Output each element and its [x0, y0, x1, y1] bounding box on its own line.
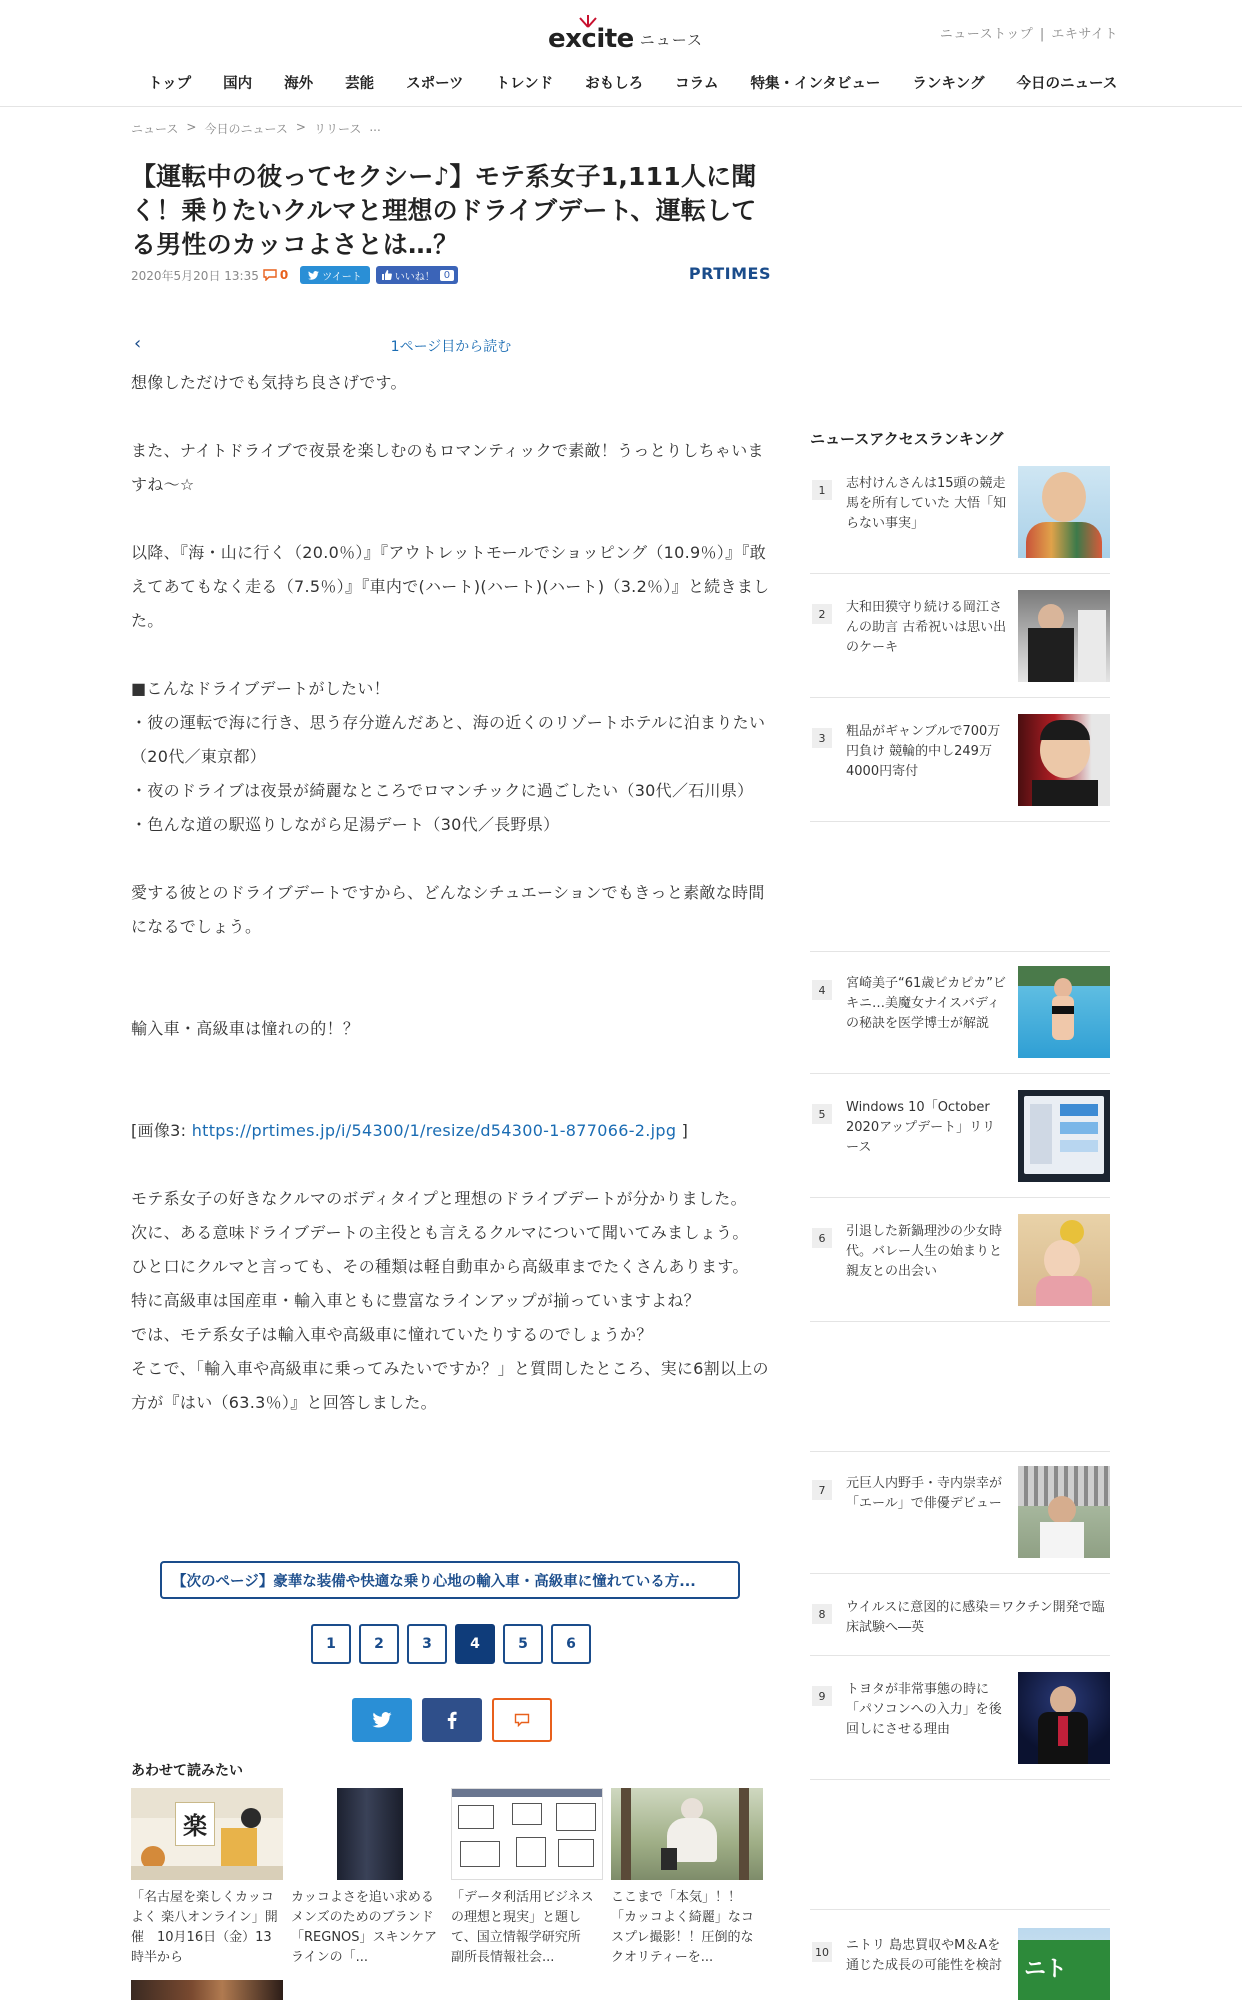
- related-title: カッコよさを追い求めるメンズのためのブランド「REGNOS」スキンケアラインの「...: [291, 1890, 438, 1965]
- facebook-icon: [447, 1711, 457, 1729]
- next-page-button[interactable]: 【次のページ】豪華な装備や快適な乗り心地の輸入車・高級車に憧れている方...: [160, 1561, 740, 1599]
- prev-page-nav: [131, 333, 771, 355]
- twitter-bird-icon: [308, 271, 319, 280]
- comment-count-link[interactable]: 0: [263, 268, 288, 282]
- rank-thumbnail: [1018, 1090, 1110, 1182]
- share-facebook-button[interactable]: [422, 1698, 482, 1742]
- paragraph: ひと口にクルマと言っても、その種類は軽自動車から高級車までたくさんあります。: [131, 1257, 749, 1276]
- nav-overseas[interactable]: 海外: [284, 76, 314, 92]
- nav-domestic[interactable]: 国内: [223, 76, 253, 92]
- page-5-button[interactable]: 5: [503, 1624, 543, 1664]
- nav-top[interactable]: トップ: [148, 76, 192, 92]
- ad-space: [810, 838, 1110, 952]
- ranking-title: ニュースアクセスランキング: [810, 430, 1004, 448]
- rank-number: 9: [812, 1686, 832, 1706]
- nav-feature[interactable]: 特集・インタビュー: [750, 76, 881, 92]
- rank-thumbnail: [1018, 1466, 1110, 1558]
- paragraph: では、モテ系女子は輸入車や高級車に憧れていたりするのでしょうか？: [131, 1325, 653, 1344]
- rank-number: 4: [812, 980, 832, 1000]
- ranking-item[interactable]: [810, 466, 1110, 574]
- read-from-first-page-link[interactable]: 1ページ目から読む: [390, 339, 512, 355]
- page-6-button[interactable]: 6: [551, 1624, 591, 1664]
- rank-number: 7: [812, 1480, 832, 1500]
- paragraph: 以降、『海・山に行く（20.0％）』『アウトレットモールでショッピング（10.9％）』『敢えてあてもなく走る（7.5％）』『車内で(ハート)(ハート)(ハート)（3.2％）』と続きました。: [131, 543, 770, 630]
- thumbs-up-icon: [382, 270, 392, 280]
- related-card[interactable]: [291, 1788, 443, 1968]
- excite-link[interactable]: エキサイト: [1051, 27, 1118, 42]
- related-thumbnail[interactable]: [131, 1980, 283, 2000]
- rank-number: 6: [812, 1228, 832, 1248]
- ranking-item[interactable]: [810, 1214, 1110, 1322]
- related-card[interactable]: [611, 1788, 763, 1968]
- ranking-item[interactable]: [810, 1928, 1110, 2000]
- rank-thumbnail: [1018, 1214, 1110, 1306]
- breadcrumb-current: ...: [369, 120, 381, 134]
- nav-column[interactable]: コラム: [675, 76, 719, 92]
- page-2-button[interactable]: 2: [359, 1624, 399, 1664]
- related-section-title: あわせて読みたい: [131, 1763, 243, 1779]
- rank-number: 2: [812, 604, 832, 624]
- breadcrumb-today[interactable]: 今日のニュース: [204, 122, 288, 136]
- rank-headline: ニトリ 島忠買収やM＆Aを通じた成長の可能性を検討: [846, 1938, 1003, 1973]
- paragraph: ・彼の運転で海に行き、思う存分遊んだあと、海の近くのリゾートホテルに泊まりたい（20代／東京都）: [131, 713, 766, 766]
- rank-thumbnail: [1018, 966, 1110, 1058]
- ranking-item[interactable]: [810, 1590, 1110, 1656]
- article-date: 2020年5月20日 13:35: [131, 268, 259, 283]
- rank-thumbnail: [1018, 590, 1110, 682]
- rank-headline: ウイルスに意図的に感染＝ワクチン開発で臨床試験へ―英: [846, 1600, 1105, 1635]
- related-thumbnail: [291, 1788, 443, 1880]
- rank-headline: 大和田獏守り続ける岡江さんの助言 古希祝いは思い出のケーキ: [846, 600, 1007, 655]
- article-body: [131, 366, 771, 1420]
- facebook-like-button[interactable]: いいね！ 0: [376, 266, 458, 284]
- pagination: [311, 1624, 599, 1664]
- rank-headline: 元巨人内野手・寺内崇幸が「エール」で俳優デビュー: [846, 1476, 1003, 1511]
- logo-rays-icon: [576, 14, 600, 28]
- article-title: 【運転中の彼ってセクシー♪】モテ系女子1,111人に聞く！乗りたいクルマと理想のドライブデート、運転してる男性のカッコよさとは…？: [131, 162, 757, 259]
- news-top-link[interactable]: ニューストップ: [939, 27, 1034, 42]
- share-buttons: [352, 1698, 562, 1742]
- logo-subtitle: ニュース: [639, 31, 704, 49]
- ranking-item[interactable]: [810, 590, 1110, 698]
- related-card[interactable]: [451, 1788, 603, 1968]
- site-header: [0, 0, 1242, 107]
- rank-headline: Windows 10「October 2020アップデート」リリース: [846, 1100, 996, 1155]
- prtimes-logo[interactable]: PRTIMES: [688, 264, 771, 283]
- section-heading: 輸入車・高級車は憧れの的！？: [131, 1019, 360, 1038]
- rank-headline: 宮崎美子“61歳ピカピカ”ビキニ…美魔女ナイスバディの秘訣を医学博士が解説: [846, 976, 1007, 1031]
- chevron-left-icon[interactable]: ‹: [134, 333, 142, 354]
- paragraph: 次に、ある意味ドライブデートの主役とも言えるクルマについて聞いてみましょう。: [131, 1223, 749, 1242]
- ad-space: [810, 1338, 1110, 1452]
- comment-icon: [263, 269, 277, 281]
- breadcrumb: [131, 120, 389, 137]
- paragraph: 特に高級車は国産車・輸入車ともに豊富なラインアップが揃っていますよね？: [131, 1291, 700, 1310]
- ranking-item[interactable]: [810, 1090, 1110, 1198]
- rank-thumbnail: ニト: [1018, 1928, 1110, 2000]
- like-count: 0: [440, 270, 454, 281]
- rank-number: 1: [812, 480, 832, 500]
- paragraph: 愛する彼とのドライブデートですから、どんなシチュエーションでもきっと素敵な時間になるでしょう。: [131, 883, 765, 936]
- share-twitter-button[interactable]: [352, 1698, 412, 1742]
- tweet-button[interactable]: ツイート: [300, 266, 370, 284]
- paragraph: モテ系女子の好きなクルマのボディタイプと理想のドライブデートが分かりました。: [131, 1189, 747, 1208]
- breadcrumb-sep: >: [186, 120, 197, 134]
- ranking-item[interactable]: [810, 966, 1110, 1074]
- nav-today[interactable]: 今日のニュース: [1016, 76, 1118, 92]
- ranking-item[interactable]: [810, 1672, 1110, 1780]
- ad-space: [810, 1796, 1110, 1910]
- nav-funny[interactable]: おもしろ: [585, 76, 644, 92]
- global-nav: [130, 72, 1133, 93]
- image-link[interactable]: https://prtimes.jp/i/54300/1/resize/d54300-1-877066-2.jpg: [191, 1121, 677, 1140]
- rank-number: 8: [812, 1604, 832, 1624]
- paragraph: ■こんなドライブデートがしたい！: [131, 679, 390, 698]
- ranking-item[interactable]: [810, 714, 1110, 822]
- related-title: ここまで「本気」！！「カッコよく綺麗」なコスプレ撮影！！圧倒的なクオリティーを...: [611, 1890, 754, 1965]
- rank-headline: 志村けんさんは15頭の競走馬を所有していた 大悟「知らない事実」: [846, 476, 1007, 531]
- related-thumbnail: 楽: [131, 1788, 283, 1880]
- nav-entertainment[interactable]: 芸能: [345, 76, 375, 92]
- nav-trend[interactable]: トレンド: [495, 76, 554, 92]
- paragraph: ・色んな道の駅巡りしながら足湯デート（30代／長野県）: [131, 815, 560, 834]
- related-card[interactable]: [131, 1788, 283, 1968]
- related-thumbnail: [611, 1788, 763, 1880]
- image-placeholder: [画像3: https://prtimes.jp/i/54300/1/resize/d54300-1-877066-2.jpg ]: [131, 1121, 689, 1140]
- page-4-button[interactable]: 4: [455, 1624, 495, 1664]
- nav-ranking[interactable]: ランキング: [912, 76, 985, 92]
- related-thumbnail: [451, 1788, 603, 1880]
- paragraph: 想像しただけでも気持ち良さげです。: [131, 373, 407, 392]
- breadcrumb-release[interactable]: リリース: [313, 122, 362, 136]
- rank-number: 10: [812, 1942, 832, 1962]
- rank-number: 5: [812, 1104, 832, 1124]
- top-links: [940, 23, 1118, 42]
- rank-thumbnail: [1018, 466, 1110, 558]
- paragraph: そこで、「輸入車や高級車に乗ってみたいですか？」と質問したところ、実に6割以上の方が『はい（63.3％）』と回答しました。: [131, 1359, 769, 1412]
- related-title: 「データ利活用ビジネスの理想と現実」と題して、国立情報学研究所 副所長情報社会...: [451, 1890, 594, 1965]
- page-1-button[interactable]: 1: [311, 1624, 351, 1664]
- breadcrumb-news[interactable]: ニュース: [131, 122, 179, 136]
- paragraph: ・夜のドライブは夜景が綺麗なところでロマンチックに過ごしたい（30代／石川県）: [131, 781, 754, 800]
- article-header: [131, 160, 771, 262]
- rank-headline: 粗品がギャンブルで700万円負け 競輪的中し249万4000円寄付: [846, 724, 1001, 779]
- rank-thumbnail: [1018, 714, 1110, 806]
- twitter-bird-icon: [372, 1712, 392, 1728]
- rank-headline: 引退した新鍋理沙の少女時代。バレー人生の始まりと親友との出会い: [846, 1224, 1003, 1279]
- rank-headline: トヨタが非常事態の時に「パソコンへの入力」を後回しにさせる理由: [846, 1682, 1002, 1737]
- rank-thumbnail: [1018, 1672, 1110, 1764]
- article-meta: [131, 266, 771, 284]
- excite-logo[interactable]: [548, 14, 703, 54]
- comment-icon: [514, 1713, 530, 1727]
- nav-sports[interactable]: スポーツ: [406, 76, 464, 92]
- logo-wordmark: excite: [548, 24, 634, 54]
- share-comment-button[interactable]: [492, 1698, 552, 1742]
- ranking-item[interactable]: [810, 1466, 1110, 1574]
- rank-number: 3: [812, 728, 832, 748]
- related-title: 「名古屋を楽しくカッコよく 楽八オンライン」開催 10月16日（金）13時半から: [131, 1890, 278, 1965]
- paragraph: また、ナイトドライブで夜景を楽しむのもロマンティックで素敵！うっとりしちゃいますね～☆: [131, 441, 764, 494]
- related-articles: [131, 1788, 771, 1968]
- breadcrumb-sep: >: [295, 120, 306, 134]
- top-link-separator: |: [1039, 27, 1045, 42]
- page-3-button[interactable]: 3: [407, 1624, 447, 1664]
